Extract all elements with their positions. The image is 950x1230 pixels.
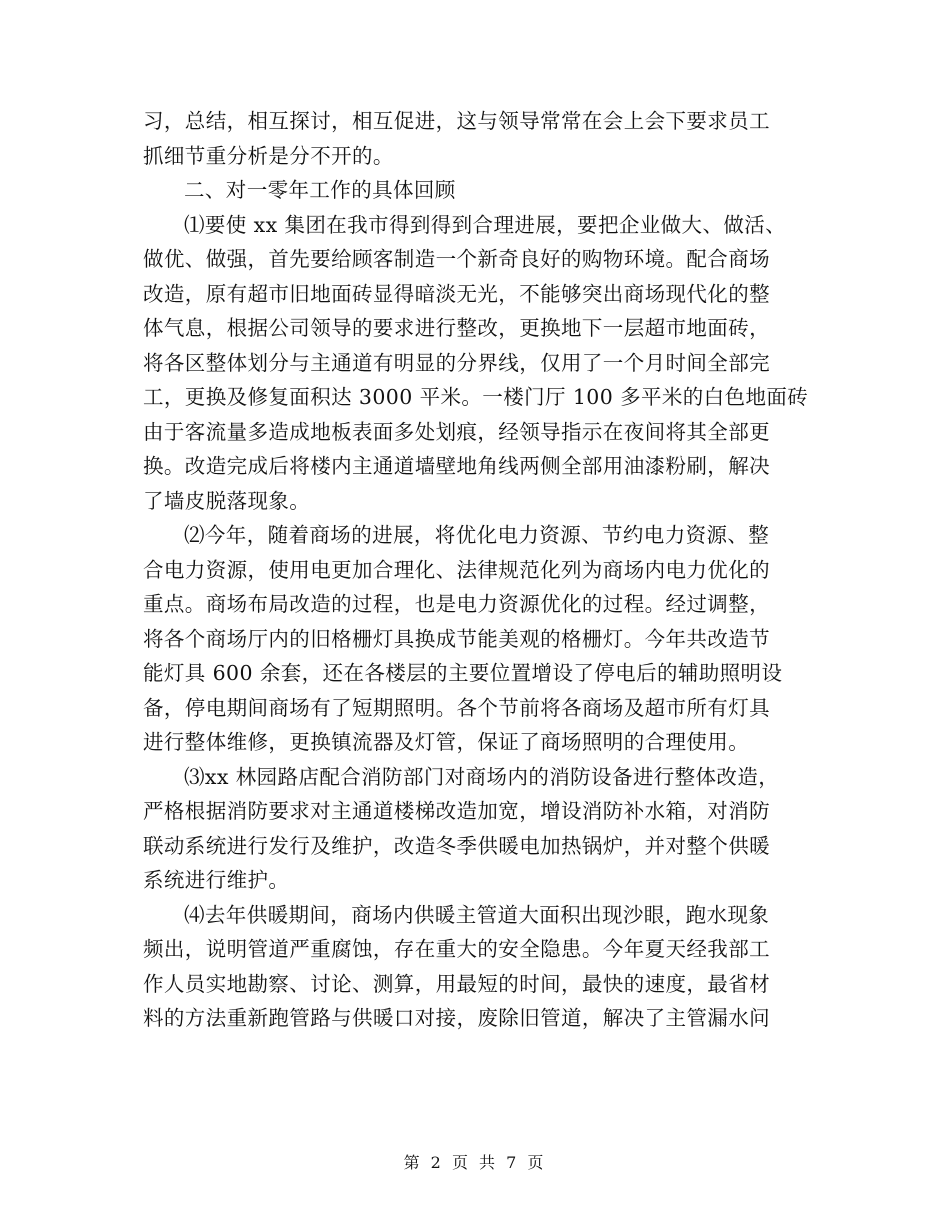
- text-line: 频出，说明管道严重腐蚀，存在重大的安全隐患。今年夏天经我部工: [143, 937, 770, 961]
- text-line: 抓细节重分析是分不开的。: [143, 143, 394, 168]
- paragraph-item-3: [143, 760, 803, 898]
- text-line: 能灯具 600 余套，还在各楼层的主要位置增设了停电后的辅助照明设: [143, 661, 783, 685]
- paragraph-item-2: [143, 518, 803, 760]
- text-line: 合电力资源，使用电更加合理化、法律规范化列为商场内电力优化的: [143, 557, 770, 582]
- text-line: 料的方法重新跑管路与供暖口对接，废除旧管道，解决了主管漏水问: [143, 1006, 770, 1030]
- text-line: 了墙皮脱落现象。: [143, 488, 311, 513]
- text-line: ⑷去年供暖期间，商场内供暖主管道大面积出现沙眼，跑水现象: [184, 902, 770, 927]
- text-line: 备，停电期间商场有了短期照明。各个节前将各商场及超市所有灯具: [143, 695, 770, 720]
- heading-line: 二、对一零年工作的具体回顾: [184, 178, 456, 202]
- paragraph-continuation: [143, 104, 803, 173]
- text-line: 习，总结，相互探讨，相互促进，这与领导常常在会上会下要求员工: [143, 109, 770, 133]
- page-number-footer: 第 2 页 共 7 页: [403, 1153, 547, 1172]
- text-line: 严格根据消防要求对主通道楼梯改造加宽，增设消防补水箱，对消防: [143, 799, 770, 823]
- text-line: 联动系统进行发行及维护，改造冬季供暖电加热锅炉，并对整个供暖: [143, 833, 770, 858]
- text-line: 重点。商场布局改造的过程，也是电力资源优化的过程。经过调整，: [143, 592, 770, 616]
- text-line: 进行整体维修，更换镇流器及灯管，保证了商场照明的合理使用。: [143, 730, 750, 754]
- text-line: ⑵今年，随着商场的进展，将优化电力资源、节约电力资源、整: [184, 523, 770, 547]
- text-line: 系统进行维护。: [143, 868, 290, 892]
- paragraph-item-4: [143, 898, 803, 1036]
- text-line: 将各区整体划分与主通道有明显的分界线，仅用了一个月时间全部完: [143, 350, 770, 375]
- text-line: ⑴要使 xx 集团在我市得到得到合理进展，要把企业做大、做活、: [184, 212, 787, 237]
- text-line: 做优、做强，首先要给顾客制造一个新奇良好的购物环境。配合商场: [143, 247, 770, 271]
- text-line: 体气息，根据公司领导的要求进行整改，更换地下一层超市地面砖，: [143, 316, 770, 340]
- text-line: 换。改造完成后将楼内主通道墙壁地角线两侧全部用油漆粉刷，解决: [143, 454, 770, 478]
- text-line: 作人员实地勘察、讨论、测算，用最短的时间，最快的速度，最省材: [143, 971, 770, 996]
- text-line: 工，更换及修复面积达 3000 平米。一楼门厅 100 多平米的白色地面砖: [143, 385, 809, 409]
- section-heading: [143, 173, 803, 208]
- text-line: 由于客流量多造成地板表面多处划痕，经领导指示在夜间将其全部更: [143, 419, 770, 444]
- document-body: [143, 104, 809, 1036]
- text-line: 将各个商场厅内的旧格栅灯具换成节能美观的格栅灯。今年共改造节: [143, 626, 770, 651]
- text-line: ⑶xx 林园路店配合消防部门对商场内的消防设备进行整体改造，: [184, 764, 780, 789]
- paragraph-item-1: [143, 208, 809, 519]
- text-line: 改造，原有超市旧地面砖显得暗淡无光，不能够突出商场现代化的整: [143, 281, 770, 306]
